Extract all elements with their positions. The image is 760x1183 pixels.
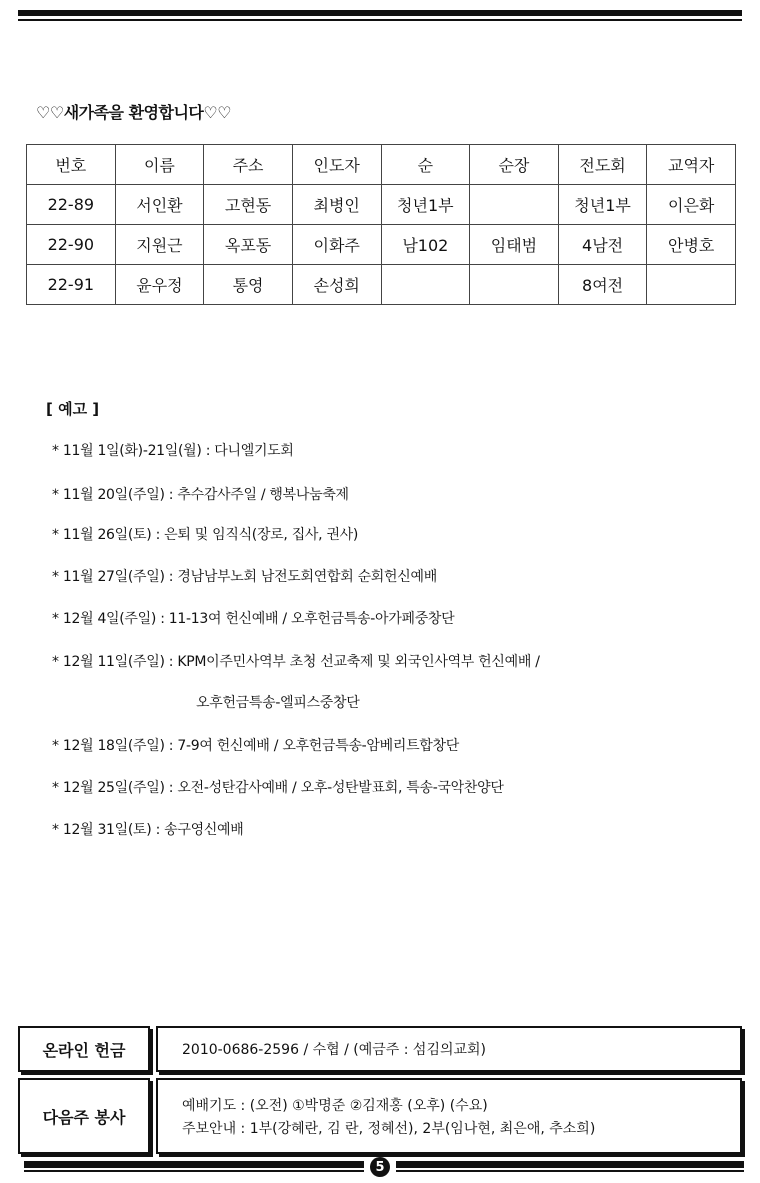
table-cell [470, 185, 559, 225]
newcomer-title: ♡♡새가족을 환영합니다♡♡ [36, 103, 232, 122]
table-cell: 남102 [381, 225, 470, 265]
offering-info-box [156, 1026, 742, 1072]
table-cell: 청년1부 [381, 185, 470, 225]
table-cell: 최병인 [292, 185, 381, 225]
header-pastor: 교역자 [647, 145, 736, 185]
notice-item: * 11월 20일(주일) : 추수감사주일 / 행복나눔축제 [52, 487, 349, 503]
offering-account: 2010-0686-2596 / 수협 / (예금주 : 섬김의교회) [182, 1042, 487, 1058]
table-cell: 서인환 [115, 185, 204, 225]
header-group: 순 [381, 145, 470, 185]
table-cell: 4남전 [558, 225, 647, 265]
offering-label: 온라인 헌금 [42, 1040, 126, 1060]
table-cell [647, 265, 736, 305]
service-info-box [156, 1078, 742, 1154]
header-mission-society: 전도회 [558, 145, 647, 185]
table-cell: 윤우정 [115, 265, 204, 305]
notice-item: * 12월 4일(주일) : 11-13여 헌신예배 / 오후헌금특송-아가페중창단 [52, 611, 455, 627]
table-cell: 안병호 [647, 225, 736, 265]
table-cell: 22-89 [27, 185, 116, 225]
top-rule-thick [18, 10, 742, 16]
header-number: 번호 [27, 145, 116, 185]
top-rule-thin [18, 19, 742, 21]
bottom-rule-left [24, 1161, 364, 1168]
notice-item: * 12월 31일(토) : 송구영신예배 [52, 822, 244, 838]
table-cell: 청년1부 [558, 185, 647, 225]
notice-item-continuation: 오후헌금특송-엘피스중창단 [196, 695, 360, 711]
notice-item: * 11월 27일(주일) : 경남남부노회 남전도회연합회 순회헌신예배 [52, 569, 437, 585]
table-cell: 지원근 [115, 225, 204, 265]
table-cell: 옥포동 [204, 225, 293, 265]
table-row [27, 225, 736, 265]
table-cell: 8여전 [558, 265, 647, 305]
table-cell: 통영 [204, 265, 293, 305]
table-header-row [27, 145, 736, 185]
header-address: 주소 [204, 145, 293, 185]
bottom-rule-right [396, 1161, 744, 1168]
table-cell: 22-90 [27, 225, 116, 265]
header-name: 이름 [115, 145, 204, 185]
table-cell: 고현동 [204, 185, 293, 225]
offering-label-box [18, 1026, 150, 1072]
service-label: 다음주 봉사 [42, 1107, 126, 1127]
newcomer-table [26, 144, 736, 305]
table-row [27, 265, 736, 305]
table-cell [381, 265, 470, 305]
notice-item: * 12월 25일(주일) : 오전-성탄감사예배 / 오후-성탄발표회, 특송-국악찬양단 [52, 780, 504, 796]
table-cell: 손성희 [292, 265, 381, 305]
notice-item: * 11월 26일(토) : 은퇴 및 임직식(장로, 집사, 권사) [52, 527, 359, 543]
notice-title: [ 예고 ] [46, 400, 100, 418]
header-group-leader: 순장 [470, 145, 559, 185]
table-row [27, 185, 736, 225]
service-usher-line: 주보안내 : 1부(강혜란, 김 란, 정혜선), 2부(임나현, 최은애, 추소희) [182, 1121, 596, 1137]
header-guide: 인도자 [292, 145, 381, 185]
notice-item: * 11월 1일(화)-21일(월) : 다니엘기도회 [52, 443, 294, 459]
top-rule [18, 10, 742, 21]
table-cell: 임태범 [470, 225, 559, 265]
notice-item: * 12월 18일(주일) : 7-9여 헌신예배 / 오후헌금특송-암베리트합창단 [52, 738, 459, 754]
table-cell: 이화주 [292, 225, 381, 265]
table-cell: 22-91 [27, 265, 116, 305]
service-label-box [18, 1078, 150, 1154]
service-prayer-line: 예배기도 : (오전) ①박명준 ②김재홍 (오후) (수요) [182, 1098, 488, 1114]
notice-item: * 12월 11일(주일) : KPM이주민사역부 초청 선교축제 및 외국인사역부 헌신예배 / [52, 654, 540, 670]
table-cell: 이은화 [647, 185, 736, 225]
table-cell [470, 265, 559, 305]
page-number: 5 [370, 1157, 390, 1177]
